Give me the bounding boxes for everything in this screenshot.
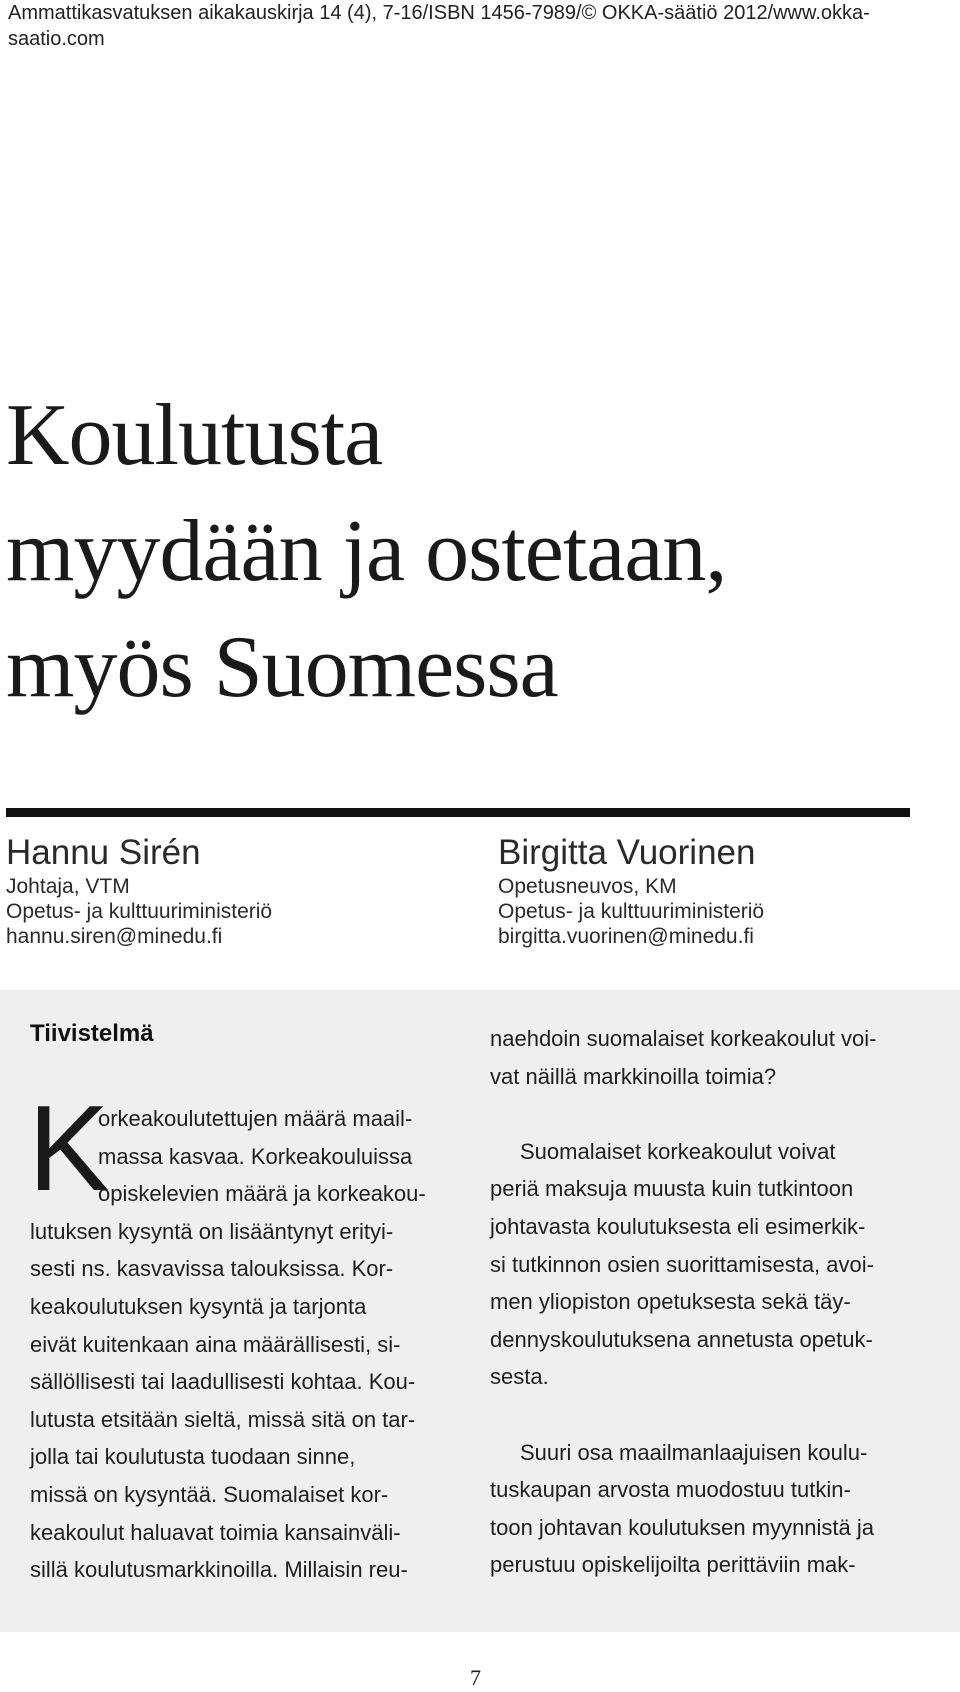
abstract-line: Suuri osa maailmanlaajuisen koulu- xyxy=(520,1439,868,1465)
abstract-line: massa kasvaa. Korkeakouluissa xyxy=(98,1143,413,1169)
page-number: 7 xyxy=(470,1665,481,1690)
abstract-line: eivät kuitenkaan aina määrällisesti, si- xyxy=(30,1331,401,1357)
dropcap-paragraph xyxy=(28,1080,468,1216)
author-organization: Opetus- ja kulttuuriministeriö xyxy=(6,900,273,923)
author-email: birgitta.vuorinen@minedu.fi xyxy=(498,925,754,948)
citation-line-1: Ammattikasvatuksen aikakauskirja 14 (4), 7-16/ISBN 1456-7989/© OKKA-säätiö 2012/www.okka- xyxy=(8,2,870,24)
paragraph-gap xyxy=(490,1396,930,1434)
abstract-line: vat näillä markkinoilla toimia? xyxy=(490,1063,777,1089)
title-line-2: myydään ja ostetaan, xyxy=(6,503,727,600)
abstract-line: keakoulut haluavat toimia kansainväli- xyxy=(30,1519,401,1545)
abstract-line: Suomalaiset korkeakoulut voivat xyxy=(520,1138,836,1164)
author-name: Birgitta Vuorinen xyxy=(498,833,756,872)
dropcap-letter: K xyxy=(28,1080,110,1216)
author-block-2 xyxy=(498,832,764,949)
article-title xyxy=(6,378,946,726)
abstract-heading: Tiivistelmä xyxy=(30,1020,154,1047)
abstract-line: sillä koulutusmarkkinoilla. Millaisin reu- xyxy=(30,1557,408,1583)
abstract-line: periä maksuja muusta kuin tutkintoon xyxy=(490,1176,854,1202)
citation-line-2: saatio.com xyxy=(8,28,105,50)
abstract-line: lutuksen kysyntä on lisääntynyt erityi- xyxy=(30,1218,394,1244)
abstract-line: johtavasta koulutuksesta eli esimerkik- xyxy=(490,1213,866,1239)
abstract-line: perustuu opiskelijoilta perittäviin mak- xyxy=(490,1552,856,1578)
citation-header xyxy=(8,0,938,52)
title-line-3: myös Suomessa xyxy=(6,619,558,716)
abstract-left-column xyxy=(28,1080,468,1589)
title-line-1: Koulutusta xyxy=(6,387,383,484)
abstract-line: si tutkinnon osien suorittamisesta, avoi- xyxy=(490,1251,874,1277)
abstract-line: men yliopiston opetuksesta sekä täy- xyxy=(490,1289,851,1315)
abstract-line: toon johtavan koulutuksen myynnistä ja xyxy=(490,1514,875,1540)
author-organization: Opetus- ja kulttuuriministeriö xyxy=(498,900,765,923)
abstract-right-column xyxy=(490,1020,930,1584)
abstract-line: missä on kysyntää. Suomalaiset kor- xyxy=(30,1481,389,1507)
abstract-line: keakoulutuksen kysyntä ja tarjonta xyxy=(30,1293,367,1319)
abstract-line: lutusta etsitään sieltä, missä sitä on tar- xyxy=(30,1406,416,1432)
abstract-line: sesta. xyxy=(490,1364,549,1390)
abstract-line: sällöllisesti tai laadullisesti kohtaa. Kou- xyxy=(30,1369,416,1395)
paragraph-gap xyxy=(490,1095,930,1133)
author-email: hannu.siren@minedu.fi xyxy=(6,925,223,948)
abstract-line: jolla tai koulutusta tuodaan sinne, xyxy=(30,1444,356,1470)
abstract-line: sesti ns. kasvavissa talouksissa. Kor- xyxy=(30,1256,394,1282)
author-name: Hannu Sirén xyxy=(6,833,201,872)
author-position: Opetusneuvos, KM xyxy=(498,875,677,898)
abstract-line: orkeakoulutettujen määrä maail- xyxy=(98,1106,413,1131)
author-block-1 xyxy=(6,832,272,949)
abstract-line: tuskaupan arvosta muodostuu tutkin- xyxy=(490,1477,851,1503)
title-rule-divider xyxy=(6,808,910,817)
author-position: Johtaja, VTM xyxy=(6,875,130,898)
abstract-line: opiskelevien määrä ja korkeakou- xyxy=(98,1181,426,1207)
abstract-line: naehdoin suomalaiset korkeakoulut voi- xyxy=(490,1026,877,1051)
abstract-line: dennyskoulutuksena annetusta opetuk- xyxy=(490,1326,873,1352)
